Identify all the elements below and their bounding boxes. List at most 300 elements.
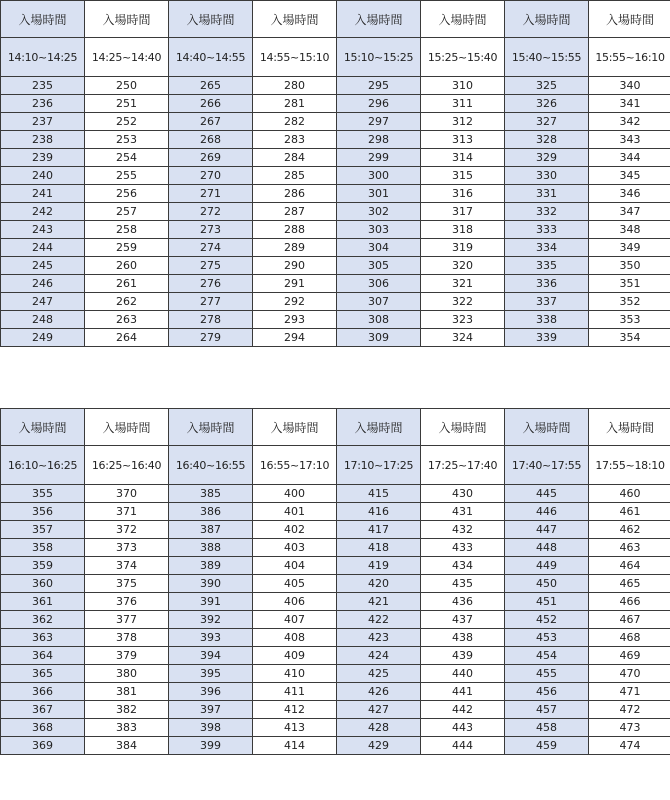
number-cell: 348	[589, 221, 670, 239]
number-cell: 303	[337, 221, 421, 239]
number-cell: 274	[169, 239, 253, 257]
number-cell: 423	[337, 629, 421, 647]
number-cell: 420	[337, 575, 421, 593]
number-cell: 429	[337, 737, 421, 755]
schedule-table-1	[0, 0, 670, 347]
entry-time-header: 入場時間	[505, 409, 589, 446]
number-cell: 335	[505, 257, 589, 275]
number-cell: 472	[589, 701, 670, 719]
number-cell: 405	[253, 575, 337, 593]
number-cell: 257	[85, 203, 169, 221]
number-cell: 344	[589, 149, 670, 167]
number-cell: 251	[85, 95, 169, 113]
number-cell: 278	[169, 311, 253, 329]
number-cell: 448	[505, 539, 589, 557]
number-cell: 253	[85, 131, 169, 149]
number-cell: 397	[169, 701, 253, 719]
number-cell: 464	[589, 557, 670, 575]
entry-time-header: 入場時間	[1, 1, 85, 38]
number-cell: 453	[505, 629, 589, 647]
number-cell: 306	[337, 275, 421, 293]
number-cell: 250	[85, 77, 169, 95]
time-range-header: 16:55~17:10	[253, 446, 337, 485]
number-cell: 388	[169, 539, 253, 557]
table-row	[1, 275, 670, 293]
time-range-header: 14:40~14:55	[169, 38, 253, 77]
number-cell: 258	[85, 221, 169, 239]
number-cell: 280	[253, 77, 337, 95]
number-cell: 390	[169, 575, 253, 593]
table-row	[1, 539, 670, 557]
schedule-table-2	[0, 408, 670, 755]
table-gap	[0, 390, 670, 408]
number-cell: 415	[337, 485, 421, 503]
number-cell: 320	[421, 257, 505, 275]
time-range-header: 15:25~15:40	[421, 38, 505, 77]
number-cell: 247	[1, 293, 85, 311]
number-cell: 468	[589, 629, 670, 647]
number-cell: 441	[421, 683, 505, 701]
number-cell: 407	[253, 611, 337, 629]
number-cell: 386	[169, 503, 253, 521]
number-cell: 326	[505, 95, 589, 113]
number-cell: 427	[337, 701, 421, 719]
number-cell: 357	[1, 521, 85, 539]
number-cell: 446	[505, 503, 589, 521]
number-cell: 352	[589, 293, 670, 311]
number-cell: 370	[85, 485, 169, 503]
number-cell: 245	[1, 257, 85, 275]
number-cell: 424	[337, 647, 421, 665]
table-row	[1, 647, 670, 665]
number-cell: 237	[1, 113, 85, 131]
number-cell: 369	[1, 737, 85, 755]
number-cell: 288	[253, 221, 337, 239]
table-row	[1, 485, 670, 503]
number-cell: 240	[1, 167, 85, 185]
time-range-header: 17:25~17:40	[421, 446, 505, 485]
number-cell: 412	[253, 701, 337, 719]
number-cell: 300	[337, 167, 421, 185]
number-cell: 413	[253, 719, 337, 737]
number-cell: 404	[253, 557, 337, 575]
number-cell: 406	[253, 593, 337, 611]
number-cell: 309	[337, 329, 421, 347]
number-cell: 400	[253, 485, 337, 503]
time-range-header: 14:55~15:10	[253, 38, 337, 77]
number-cell: 449	[505, 557, 589, 575]
number-cell: 331	[505, 185, 589, 203]
table-row	[1, 503, 670, 521]
number-cell: 333	[505, 221, 589, 239]
number-cell: 426	[337, 683, 421, 701]
number-cell: 351	[589, 275, 670, 293]
table-row	[1, 221, 670, 239]
number-cell: 460	[589, 485, 670, 503]
number-cell: 329	[505, 149, 589, 167]
number-cell: 254	[85, 149, 169, 167]
number-cell: 342	[589, 113, 670, 131]
number-cell: 286	[253, 185, 337, 203]
number-cell: 265	[169, 77, 253, 95]
table-row	[1, 593, 670, 611]
time-range-header: 14:10~14:25	[1, 38, 85, 77]
number-cell: 259	[85, 239, 169, 257]
number-cell: 445	[505, 485, 589, 503]
number-cell: 366	[1, 683, 85, 701]
number-cell: 374	[85, 557, 169, 575]
number-cell: 469	[589, 647, 670, 665]
number-cell: 459	[505, 737, 589, 755]
number-cell: 270	[169, 167, 253, 185]
number-cell: 371	[85, 503, 169, 521]
number-cell: 434	[421, 557, 505, 575]
number-cell: 454	[505, 647, 589, 665]
number-cell: 378	[85, 629, 169, 647]
number-cell: 377	[85, 611, 169, 629]
number-cell: 396	[169, 683, 253, 701]
number-cell: 440	[421, 665, 505, 683]
table-row	[1, 665, 670, 683]
number-cell: 365	[1, 665, 85, 683]
number-cell: 262	[85, 293, 169, 311]
number-cell: 372	[85, 521, 169, 539]
number-cell: 473	[589, 719, 670, 737]
number-cell: 465	[589, 575, 670, 593]
number-cell: 246	[1, 275, 85, 293]
number-cell: 432	[421, 521, 505, 539]
number-cell: 312	[421, 113, 505, 131]
number-cell: 363	[1, 629, 85, 647]
number-cell: 287	[253, 203, 337, 221]
entry-time-header: 入場時間	[337, 409, 421, 446]
number-cell: 318	[421, 221, 505, 239]
number-cell: 422	[337, 611, 421, 629]
number-cell: 384	[85, 737, 169, 755]
number-cell: 249	[1, 329, 85, 347]
number-cell: 456	[505, 683, 589, 701]
entry-time-header: 入場時間	[253, 409, 337, 446]
number-cell: 393	[169, 629, 253, 647]
number-cell: 271	[169, 185, 253, 203]
number-cell: 255	[85, 167, 169, 185]
number-cell: 380	[85, 665, 169, 683]
number-cell: 436	[421, 593, 505, 611]
number-cell: 474	[589, 737, 670, 755]
number-cell: 387	[169, 521, 253, 539]
number-cell: 419	[337, 557, 421, 575]
number-cell: 444	[421, 737, 505, 755]
table-row	[1, 185, 670, 203]
number-cell: 327	[505, 113, 589, 131]
header-row	[1, 1, 670, 38]
number-cell: 311	[421, 95, 505, 113]
table-row	[1, 521, 670, 539]
table-row	[1, 239, 670, 257]
number-cell: 411	[253, 683, 337, 701]
number-cell: 296	[337, 95, 421, 113]
number-cell: 323	[421, 311, 505, 329]
table-row	[1, 719, 670, 737]
number-cell: 435	[421, 575, 505, 593]
number-cell: 328	[505, 131, 589, 149]
number-cell: 461	[589, 503, 670, 521]
number-cell: 428	[337, 719, 421, 737]
entry-time-header: 入場時間	[1, 409, 85, 446]
number-cell: 238	[1, 131, 85, 149]
number-cell: 355	[1, 485, 85, 503]
number-cell: 403	[253, 539, 337, 557]
number-cell: 295	[337, 77, 421, 95]
number-cell: 314	[421, 149, 505, 167]
table-row	[1, 611, 670, 629]
number-cell: 343	[589, 131, 670, 149]
number-cell: 408	[253, 629, 337, 647]
table-row	[1, 329, 670, 347]
number-cell: 361	[1, 593, 85, 611]
entry-time-header: 入場時間	[85, 409, 169, 446]
number-cell: 337	[505, 293, 589, 311]
number-cell: 285	[253, 167, 337, 185]
table-row	[1, 95, 670, 113]
number-cell: 236	[1, 95, 85, 113]
time-range-header: 17:55~18:10	[589, 446, 670, 485]
number-cell: 256	[85, 185, 169, 203]
number-cell: 470	[589, 665, 670, 683]
number-cell: 450	[505, 575, 589, 593]
number-cell: 267	[169, 113, 253, 131]
entry-time-header: 入場時間	[337, 1, 421, 38]
number-cell: 373	[85, 539, 169, 557]
number-cell: 316	[421, 185, 505, 203]
number-cell: 302	[337, 203, 421, 221]
entry-time-header: 入場時間	[169, 1, 253, 38]
number-cell: 392	[169, 611, 253, 629]
number-cell: 458	[505, 719, 589, 737]
number-cell: 261	[85, 275, 169, 293]
number-cell: 339	[505, 329, 589, 347]
number-cell: 336	[505, 275, 589, 293]
number-cell: 340	[589, 77, 670, 95]
entry-time-header: 入場時間	[589, 1, 670, 38]
time-range-header: 16:25~16:40	[85, 446, 169, 485]
number-cell: 310	[421, 77, 505, 95]
number-cell: 463	[589, 539, 670, 557]
number-cell: 455	[505, 665, 589, 683]
number-cell: 360	[1, 575, 85, 593]
number-cell: 389	[169, 557, 253, 575]
number-cell: 471	[589, 683, 670, 701]
number-cell: 330	[505, 167, 589, 185]
table-row	[1, 257, 670, 275]
entry-time-header: 入場時間	[589, 409, 670, 446]
number-cell: 272	[169, 203, 253, 221]
entry-time-header: 入場時間	[169, 409, 253, 446]
number-cell: 321	[421, 275, 505, 293]
number-cell: 379	[85, 647, 169, 665]
number-cell: 356	[1, 503, 85, 521]
number-cell: 273	[169, 221, 253, 239]
number-cell: 260	[85, 257, 169, 275]
number-cell: 467	[589, 611, 670, 629]
time-range-header: 15:40~15:55	[505, 38, 589, 77]
number-cell: 284	[253, 149, 337, 167]
number-cell: 398	[169, 719, 253, 737]
table-row	[1, 293, 670, 311]
number-cell: 376	[85, 593, 169, 611]
number-cell: 347	[589, 203, 670, 221]
number-cell: 375	[85, 575, 169, 593]
number-cell: 277	[169, 293, 253, 311]
number-cell: 353	[589, 311, 670, 329]
number-cell: 430	[421, 485, 505, 503]
number-cell: 409	[253, 647, 337, 665]
number-cell: 315	[421, 167, 505, 185]
number-cell: 341	[589, 95, 670, 113]
number-cell: 382	[85, 701, 169, 719]
table-row	[1, 575, 670, 593]
number-cell: 425	[337, 665, 421, 683]
number-cell: 402	[253, 521, 337, 539]
table-row	[1, 113, 670, 131]
number-cell: 438	[421, 629, 505, 647]
table-row	[1, 701, 670, 719]
number-cell: 421	[337, 593, 421, 611]
number-cell: 243	[1, 221, 85, 239]
number-cell: 385	[169, 485, 253, 503]
entry-time-header: 入場時間	[253, 1, 337, 38]
number-cell: 294	[253, 329, 337, 347]
number-cell: 289	[253, 239, 337, 257]
number-cell: 304	[337, 239, 421, 257]
number-cell: 367	[1, 701, 85, 719]
number-cell: 334	[505, 239, 589, 257]
number-cell: 383	[85, 719, 169, 737]
number-cell: 466	[589, 593, 670, 611]
number-cell: 266	[169, 95, 253, 113]
time-range-header: 15:55~16:10	[589, 38, 670, 77]
number-cell: 244	[1, 239, 85, 257]
number-cell: 358	[1, 539, 85, 557]
number-cell: 414	[253, 737, 337, 755]
table-row	[1, 683, 670, 701]
number-cell: 319	[421, 239, 505, 257]
number-cell: 292	[253, 293, 337, 311]
number-cell: 451	[505, 593, 589, 611]
table-row	[1, 149, 670, 167]
number-cell: 332	[505, 203, 589, 221]
number-cell: 338	[505, 311, 589, 329]
number-cell: 317	[421, 203, 505, 221]
number-cell: 305	[337, 257, 421, 275]
number-cell: 439	[421, 647, 505, 665]
entry-time-header: 入場時間	[421, 1, 505, 38]
time-range-header: 17:10~17:25	[337, 446, 421, 485]
number-cell: 391	[169, 593, 253, 611]
number-cell: 264	[85, 329, 169, 347]
time-range-header: 16:40~16:55	[169, 446, 253, 485]
table-row	[1, 557, 670, 575]
time-range-header: 17:40~17:55	[505, 446, 589, 485]
table-row	[1, 167, 670, 185]
number-cell: 457	[505, 701, 589, 719]
number-cell: 276	[169, 275, 253, 293]
number-cell: 291	[253, 275, 337, 293]
number-cell: 248	[1, 311, 85, 329]
number-cell: 443	[421, 719, 505, 737]
number-cell: 298	[337, 131, 421, 149]
number-cell: 268	[169, 131, 253, 149]
number-cell: 241	[1, 185, 85, 203]
number-cell: 322	[421, 293, 505, 311]
table-row	[1, 629, 670, 647]
number-cell: 293	[253, 311, 337, 329]
number-cell: 283	[253, 131, 337, 149]
number-cell: 431	[421, 503, 505, 521]
number-cell: 290	[253, 257, 337, 275]
number-cell: 242	[1, 203, 85, 221]
number-cell: 350	[589, 257, 670, 275]
table-row	[1, 311, 670, 329]
number-cell: 313	[421, 131, 505, 149]
number-cell: 345	[589, 167, 670, 185]
number-cell: 269	[169, 149, 253, 167]
number-cell: 235	[1, 77, 85, 95]
number-cell: 349	[589, 239, 670, 257]
header-row	[1, 409, 670, 446]
time-range-header: 14:25~14:40	[85, 38, 169, 77]
time-range-row	[1, 446, 670, 485]
time-range-row	[1, 38, 670, 77]
number-cell: 308	[337, 311, 421, 329]
number-cell: 433	[421, 539, 505, 557]
table-row	[1, 737, 670, 755]
table-row	[1, 203, 670, 221]
table-row	[1, 77, 670, 95]
number-cell: 252	[85, 113, 169, 131]
number-cell: 282	[253, 113, 337, 131]
number-cell: 399	[169, 737, 253, 755]
number-cell: 462	[589, 521, 670, 539]
number-cell: 410	[253, 665, 337, 683]
number-cell: 447	[505, 521, 589, 539]
number-cell: 417	[337, 521, 421, 539]
number-cell: 362	[1, 611, 85, 629]
number-cell: 307	[337, 293, 421, 311]
number-cell: 299	[337, 149, 421, 167]
number-cell: 279	[169, 329, 253, 347]
time-range-header: 16:10~16:25	[1, 446, 85, 485]
number-cell: 346	[589, 185, 670, 203]
number-cell: 275	[169, 257, 253, 275]
time-range-header: 15:10~15:25	[337, 38, 421, 77]
number-cell: 301	[337, 185, 421, 203]
number-cell: 368	[1, 719, 85, 737]
number-cell: 364	[1, 647, 85, 665]
number-cell: 452	[505, 611, 589, 629]
number-cell: 442	[421, 701, 505, 719]
number-cell: 401	[253, 503, 337, 521]
number-cell: 354	[589, 329, 670, 347]
entry-time-header: 入場時間	[505, 1, 589, 38]
number-cell: 418	[337, 539, 421, 557]
number-cell: 416	[337, 503, 421, 521]
number-cell: 437	[421, 611, 505, 629]
number-cell: 395	[169, 665, 253, 683]
number-cell: 324	[421, 329, 505, 347]
number-cell: 263	[85, 311, 169, 329]
number-cell: 297	[337, 113, 421, 131]
